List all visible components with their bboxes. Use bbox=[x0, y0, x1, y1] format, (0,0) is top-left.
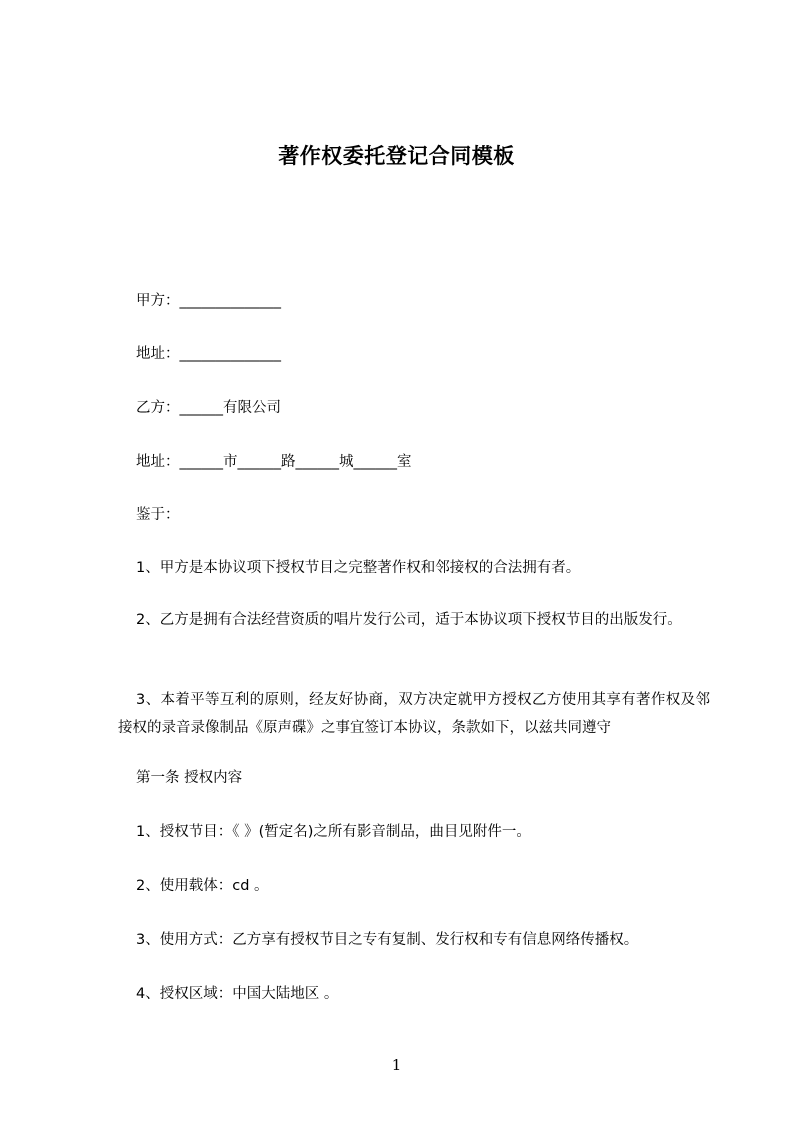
recital-3: 3、本着平等互利的原则，经友好协商，双方决定就甲方授权乙方使用其享有著作权及邻接权的录音录像制品《原声碟》之事宜签订本协议，条款如下，以兹共同遵守 bbox=[118, 692, 710, 736]
party-a-address-line: 地址：______________ bbox=[136, 346, 281, 362]
party-b-address-line: 地址：______市______路______城______室 bbox=[136, 454, 412, 470]
clause-1: 1、授权节目：《 》(暂定名)之所有影音制品，曲目见附件一。 bbox=[136, 824, 531, 840]
clause-2: 2、使用载体：cd 。 bbox=[136, 878, 269, 894]
party-a-line: 甲方：______________ bbox=[136, 293, 281, 309]
clause-4: 4、授权区域：中国大陆地区 。 bbox=[136, 986, 339, 1002]
clause-3: 3、使用方式：乙方享有授权节目之专有复制、发行权和专有信息网络传播权。 bbox=[136, 932, 639, 948]
recital-2: 2、乙方是拥有合法经营资质的唱片发行公司，适于本协议项下授权节目的出版发行。 bbox=[136, 612, 682, 628]
party-b-line: 乙方：______有限公司 bbox=[136, 400, 281, 416]
page-number: 1 bbox=[391, 1056, 402, 1074]
page-title: 著作权委托登记合同模板 bbox=[278, 144, 515, 168]
whereas-heading: 鉴于： bbox=[136, 507, 180, 523]
article-1-heading: 第一条 授权内容 bbox=[136, 770, 243, 786]
recital-1: 1、甲方是本协议项下授权节目之完整著作权和邻接权的合法拥有者。 bbox=[136, 560, 581, 576]
